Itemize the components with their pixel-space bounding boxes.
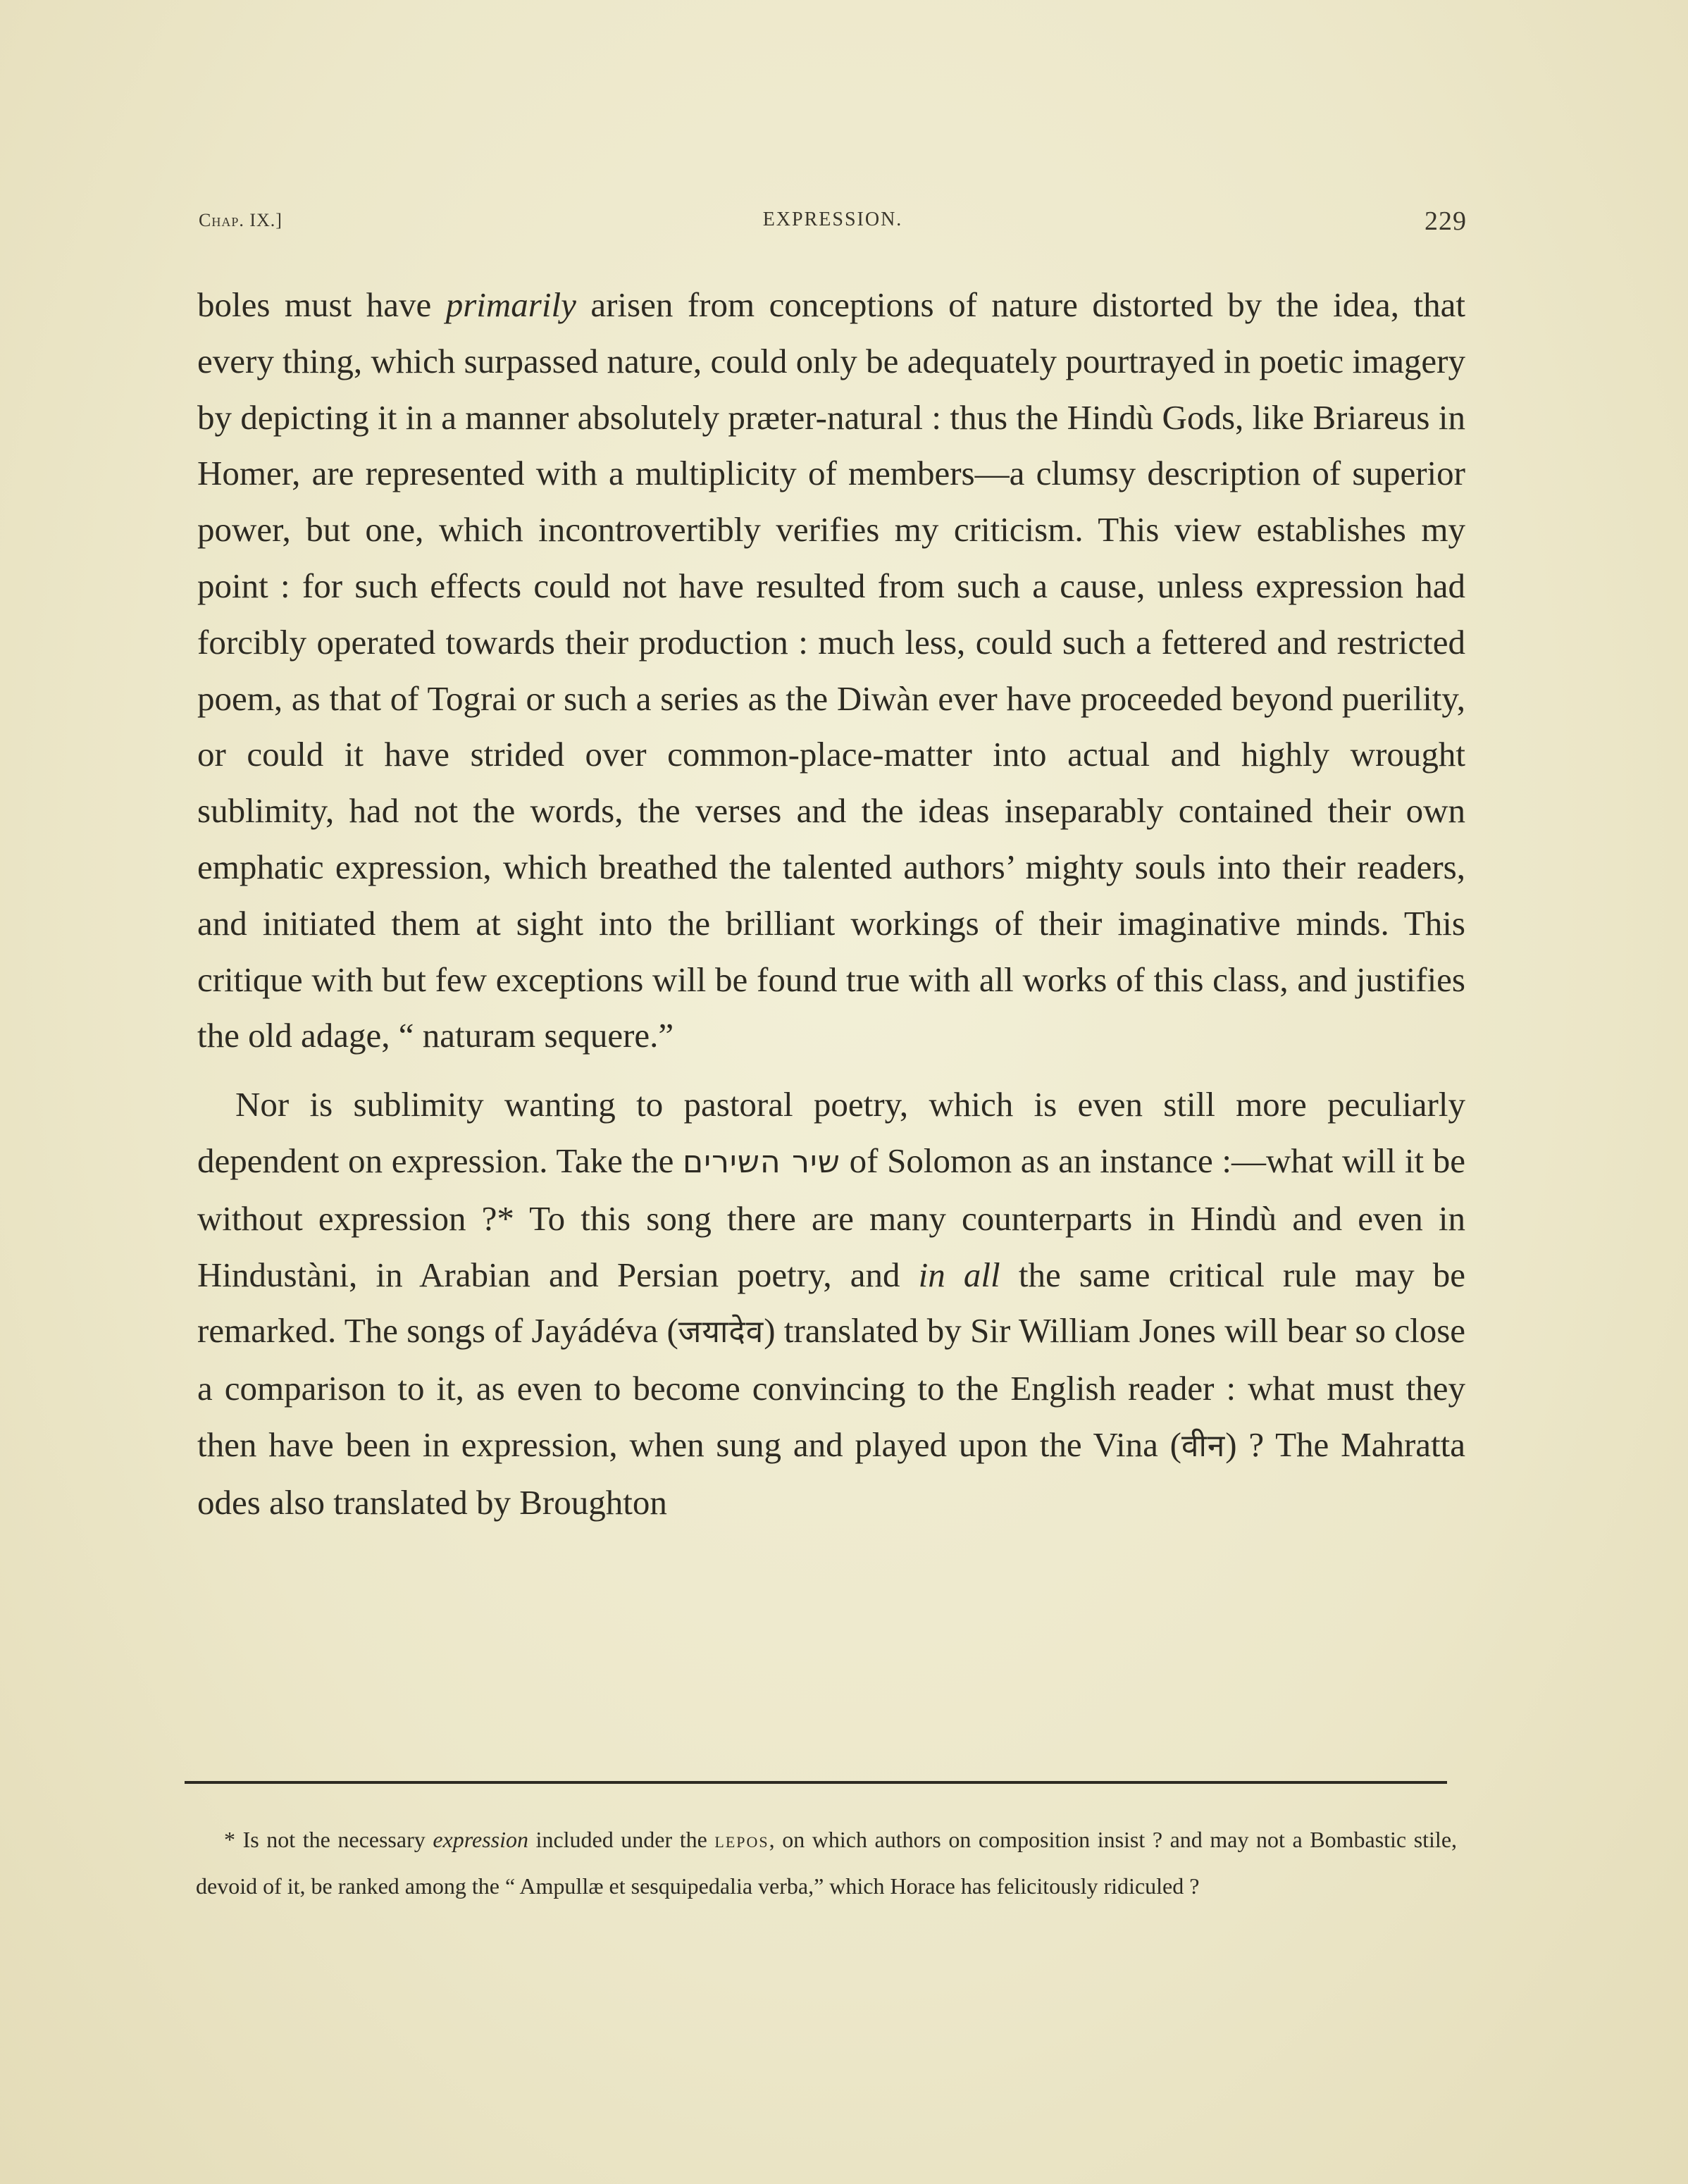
- footnote-paragraph: [196, 1816, 1457, 1909]
- p1-text-rest: arisen from conceptions of nature distorted by the idea, that every thing, which surpassed nature, could only be adequately pourtrayed in poetic imagery by depicting it in a manner absolutely prӕter-natural : thus the Hindù Gods, like Briareus in Homer, are represented with a multiplicity of members—a clumsy description of superior power, but one, which incontrovertibly verifies my criticism. This view establishes my point : for such effects could not have resulted from such a cause, unless expression had forcibly operated towards their production : much less, could such a fettered and restricted poem, as that of Tograi or such a series as the Diwàn ever have proceeded beyond puerility, or could it have strided over common-place-matter into actual and highly wrought sublimity, had not the words, the verses and the ideas inseparably contained their own emphatic expression, which breathed the talented authors’ mighty souls into their readers, and initiated them at sight into the brilliant workings of their imaginative minds. This critique with but few exceptions will be found true with all works of this class, and justifies the old adage, “ naturam sequere.”: [197, 285, 1465, 1055]
- chapter-label: Chap. IX.]: [199, 210, 283, 230]
- fn-lepos: lepos: [714, 1827, 769, 1852]
- main-text: [197, 277, 1465, 1531]
- p2-text-4: ) translated by Sir William Jones will bear so close a comparison to it, as even to become convincing to the English reader : what must they then have been in expression, when sung and played upon the Vina (: [197, 1311, 1466, 1464]
- p2-text-2: of Solomon as an instance :—what will it be without expression ?* To this song there are many counterparts in Hindù and even in Hindustàni, in Arabian and Persian poetry, and: [197, 1141, 1465, 1294]
- running-head: [199, 206, 1467, 241]
- hebrew-title: שיר השירים: [683, 1143, 840, 1180]
- devanagari-jayadeva: जयादेव: [678, 1314, 764, 1351]
- paragraph-2: [197, 1077, 1465, 1530]
- fn-text-2: included under the: [528, 1827, 715, 1852]
- p1-emphasis: primarily: [445, 285, 576, 324]
- page-title: EXPRESSION.: [762, 209, 903, 230]
- p1-text-start: boles must have: [197, 285, 446, 324]
- p2-emphasis: in all: [918, 1255, 1000, 1294]
- fn-emphasis: expression: [433, 1827, 528, 1852]
- p2-text-3: the same critical rule may be remarked. The songs of Jayádéva (: [197, 1255, 1466, 1351]
- paragraph-1: [197, 277, 1465, 1064]
- page-number: 229: [1425, 206, 1467, 236]
- p2-text-5: ) ? The Mahratta odes also translated by Broughton: [197, 1425, 1465, 1522]
- p2-text-start: Nor is sublimity wanting to pastoral poetry, which is even still more peculiarly dependent on expression. Take the: [197, 1085, 1465, 1180]
- devanagari-vina: वीन: [1181, 1427, 1226, 1464]
- fn-text-start: * Is not the necessary: [224, 1827, 433, 1852]
- fn-text-3: , on which authors on composition insist ? and may not a Bombastic stile, devoid of it, be ranked among the “ Ampullæ et sesquipedalia verba,” which Horace has felicitously ridiculed ?: [196, 1827, 1458, 1899]
- footnote: [196, 1816, 1457, 1909]
- footnote-divider: [185, 1781, 1447, 1784]
